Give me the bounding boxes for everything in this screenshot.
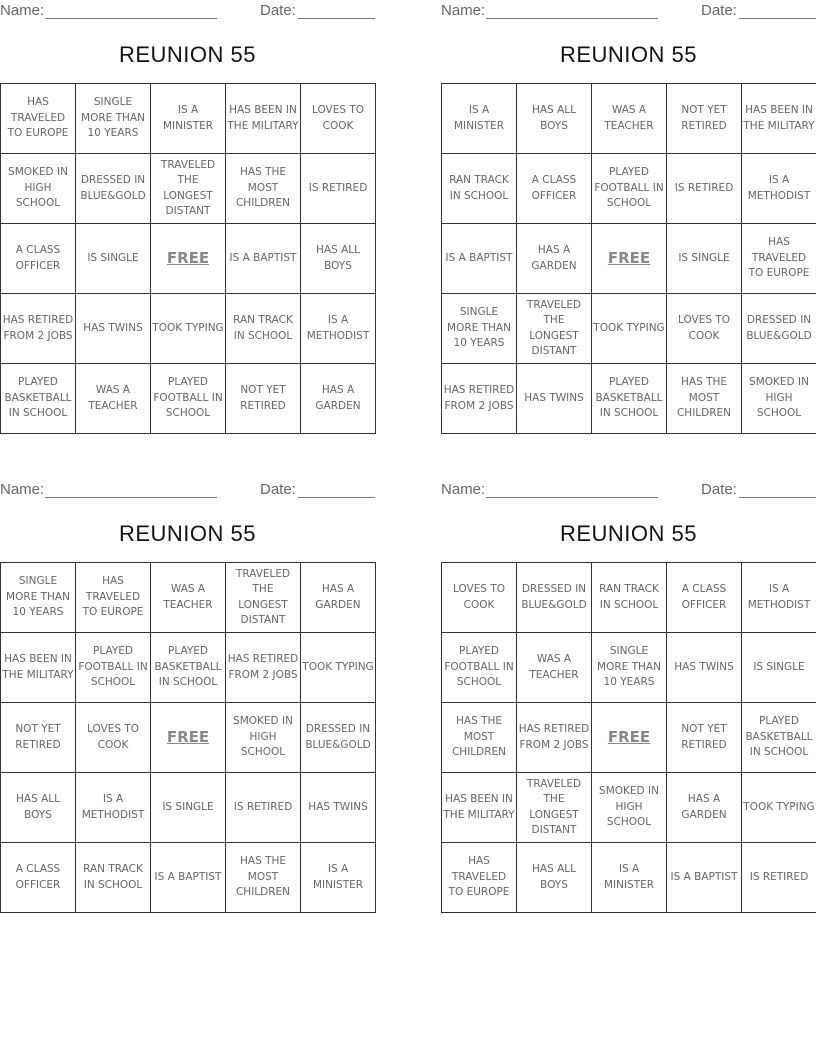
bingo-square[interactable]: TRAVELED THE LONGEST DISTANT — [517, 773, 592, 843]
bingo-square[interactable]: TOOK TYPING — [301, 633, 376, 703]
bingo-square[interactable]: IS RETIRED — [742, 843, 816, 913]
bingo-square[interactable]: SINGLE MORE THAN 10 YEARS — [76, 84, 151, 154]
bingo-square[interactable]: IS A BAPTIST — [442, 224, 517, 294]
bingo-square[interactable]: WAS A TEACHER — [151, 563, 226, 633]
bingo-square[interactable]: HAS A GARDEN — [301, 563, 376, 633]
bingo-square[interactable]: IS A BAPTIST — [226, 224, 301, 294]
bingo-square[interactable]: HAS THE MOST CHILDREN — [667, 364, 742, 434]
bingo-square[interactable]: RAN TRACK IN SCHOOL — [592, 563, 667, 633]
bingo-square[interactable]: HAS BEEN IN THE MILITARY — [442, 773, 517, 843]
bingo-square[interactable]: HAS TWINS — [301, 773, 376, 843]
bingo-row — [442, 364, 816, 434]
date-label: Date: — [701, 481, 737, 498]
bingo-row — [442, 224, 816, 294]
bingo-square[interactable]: HAS THE MOST CHILDREN — [226, 154, 301, 224]
bingo-square[interactable]: PLAYED BASKETBALL IN SCHOOL — [151, 633, 226, 703]
bingo-square[interactable]: IS A MINISTER — [151, 84, 226, 154]
date-blank-line[interactable] — [739, 18, 816, 19]
bingo-square[interactable]: IS SINGLE — [742, 633, 816, 703]
bingo-square[interactable]: LOVES TO COOK — [76, 703, 151, 773]
bingo-square[interactable]: TRAVELED THE LONGEST DISTANT — [151, 154, 226, 224]
bingo-square[interactable]: HAS ALL BOYS — [1, 773, 76, 843]
bingo-square[interactable]: SINGLE MORE THAN 10 YEARS — [1, 563, 76, 633]
bingo-square[interactable]: PLAYED FOOTBALL IN SCHOOL — [592, 154, 667, 224]
bingo-square[interactable]: IS SINGLE — [667, 224, 742, 294]
bingo-square[interactable]: RAN TRACK IN SCHOOL — [226, 294, 301, 364]
bingo-square[interactable]: NOT YET RETIRED — [1, 703, 76, 773]
bingo-row — [1, 563, 376, 633]
card-title: REUNION 55 — [118, 521, 257, 546]
bingo-square[interactable]: DRESSED IN BLUE&GOLD — [517, 563, 592, 633]
bingo-square[interactable]: IS A METHODIST — [742, 563, 816, 633]
bingo-card-4 — [441, 479, 816, 899]
bingo-square[interactable]: IS A MINISTER — [301, 843, 376, 913]
bingo-square[interactable]: HAS TRAVELED TO EUROPE — [742, 224, 816, 294]
bingo-square[interactable]: TOOK TYPING — [151, 294, 226, 364]
bingo-row — [442, 703, 816, 773]
bingo-square[interactable]: HAS RETIRED FROM 2 JOBS — [226, 633, 301, 703]
bingo-square[interactable]: HAS RETIRED FROM 2 JOBS — [442, 364, 517, 434]
date-label: Date: — [701, 2, 737, 19]
bingo-square[interactable]: SMOKED IN HIGH SCHOOL — [592, 773, 667, 843]
bingo-square[interactable]: HAS TRAVELED TO EUROPE — [442, 843, 517, 913]
bingo-square[interactable]: SINGLE MORE THAN 10 YEARS — [442, 294, 517, 364]
bingo-square[interactable]: HAS BEEN IN THE MILITARY — [226, 84, 301, 154]
bingo-square[interactable]: HAS A GARDEN — [301, 364, 376, 434]
bingo-square[interactable]: DRESSED IN BLUE&GOLD — [742, 294, 816, 364]
bingo-square[interactable]: A CLASS OFFICER — [667, 563, 742, 633]
bingo-square[interactable]: IS RETIRED — [667, 154, 742, 224]
bingo-square[interactable]: HAS BEEN IN THE MILITARY — [1, 633, 76, 703]
bingo-square[interactable]: IS SINGLE — [151, 773, 226, 843]
bingo-square[interactable]: WAS A TEACHER — [592, 84, 667, 154]
bingo-grid — [0, 562, 376, 913]
bingo-square[interactable]: IS A METHODIST — [76, 773, 151, 843]
bingo-square[interactable]: HAS THE MOST CHILDREN — [226, 843, 301, 913]
bingo-square[interactable]: IS A METHODIST — [301, 294, 376, 364]
bingo-grid — [441, 562, 816, 913]
bingo-square[interactable]: HAS A GARDEN — [517, 224, 592, 294]
bingo-square[interactable]: HAS A GARDEN — [667, 773, 742, 843]
bingo-row — [1, 633, 376, 703]
bingo-row — [442, 773, 816, 843]
bingo-row — [1, 773, 376, 843]
bingo-square[interactable]: IS SINGLE — [76, 224, 151, 294]
bingo-square[interactable]: TRAVELED THE LONGEST DISTANT — [226, 563, 301, 633]
card-header — [441, 0, 816, 22]
free-space[interactable]: FREE — [151, 703, 226, 773]
date-blank-line[interactable] — [739, 497, 816, 498]
card-header — [0, 0, 375, 22]
bingo-row — [442, 154, 816, 224]
name-blank-line[interactable] — [486, 18, 658, 19]
bingo-square[interactable]: RAN TRACK IN SCHOOL — [442, 154, 517, 224]
bingo-square[interactable]: SINGLE MORE THAN 10 YEARS — [592, 633, 667, 703]
bingo-square[interactable]: PLAYED BASKETBALL IN SCHOOL — [742, 703, 816, 773]
name-blank-line[interactable] — [45, 497, 217, 498]
name-label: Name: — [0, 481, 45, 498]
bingo-row — [1, 364, 376, 434]
bingo-row — [442, 633, 816, 703]
bingo-square[interactable]: SMOKED IN HIGH SCHOOL — [742, 364, 816, 434]
bingo-square[interactable]: IS RETIRED — [226, 773, 301, 843]
name-label: Name: — [441, 2, 486, 19]
free-space[interactable]: FREE — [592, 703, 667, 773]
bingo-square[interactable]: PLAYED BASKETBALL IN SCHOOL — [592, 364, 667, 434]
bingo-row — [1, 703, 376, 773]
bingo-row — [1, 843, 376, 913]
date-blank-line[interactable] — [298, 18, 375, 19]
date-blank-line[interactable] — [298, 497, 375, 498]
bingo-row — [1, 154, 376, 224]
bingo-square[interactable]: HAS RETIRED FROM 2 JOBS — [1, 294, 76, 364]
bingo-square[interactable]: HAS ALL BOYS — [517, 843, 592, 913]
bingo-square[interactable]: LOVES TO COOK — [667, 294, 742, 364]
bingo-square[interactable]: HAS TWINS — [517, 364, 592, 434]
name-label: Name: — [0, 2, 45, 19]
bingo-square[interactable]: TRAVELED THE LONGEST DISTANT — [517, 294, 592, 364]
bingo-square[interactable]: TOOK TYPING — [742, 773, 816, 843]
bingo-square[interactable]: RAN TRACK IN SCHOOL — [76, 843, 151, 913]
name-blank-line[interactable] — [486, 497, 658, 498]
bingo-square[interactable]: SMOKED IN HIGH SCHOOL — [1, 154, 76, 224]
bingo-row — [1, 294, 376, 364]
bingo-square[interactable]: A CLASS OFFICER — [1, 843, 76, 913]
bingo-square[interactable]: HAS ALL BOYS — [301, 224, 376, 294]
bingo-square[interactable]: WAS A TEACHER — [76, 364, 151, 434]
card-header — [441, 479, 816, 501]
bingo-row — [442, 294, 816, 364]
bingo-card-2 — [441, 0, 816, 420]
free-space[interactable]: FREE — [151, 224, 226, 294]
bingo-square[interactable]: HAS TRAVELED TO EUROPE — [76, 563, 151, 633]
name-label: Name: — [441, 481, 486, 498]
bingo-square[interactable]: HAS RETIRED FROM 2 JOBS — [517, 703, 592, 773]
bingo-square[interactable]: PLAYED FOOTBALL IN SCHOOL — [442, 633, 517, 703]
free-space[interactable]: FREE — [592, 224, 667, 294]
bingo-square[interactable]: IS RETIRED — [301, 154, 376, 224]
date-label: Date: — [260, 481, 296, 498]
bingo-square[interactable]: LOVES TO COOK — [301, 84, 376, 154]
bingo-square[interactable]: IS A BAPTIST — [151, 843, 226, 913]
bingo-grid — [441, 83, 816, 434]
bingo-square[interactable]: IS A METHODIST — [742, 154, 816, 224]
bingo-square[interactable]: TOOK TYPING — [592, 294, 667, 364]
bingo-grid — [0, 83, 376, 434]
bingo-square[interactable]: NOT YET RETIRED — [667, 703, 742, 773]
name-blank-line[interactable] — [45, 18, 217, 19]
card-header — [0, 479, 375, 501]
bingo-square[interactable]: NOT YET RETIRED — [226, 364, 301, 434]
bingo-card-1 — [0, 0, 375, 420]
bingo-square[interactable]: NOT YET RETIRED — [667, 84, 742, 154]
bingo-square[interactable]: LOVES TO COOK — [442, 563, 517, 633]
bingo-row — [1, 84, 376, 154]
bingo-square[interactable]: DRESSED IN BLUE&GOLD — [301, 703, 376, 773]
bingo-square[interactable]: HAS TWINS — [667, 633, 742, 703]
bingo-row — [442, 563, 816, 633]
bingo-square[interactable]: HAS BEEN IN THE MILITARY — [742, 84, 816, 154]
bingo-row — [442, 843, 816, 913]
bingo-square[interactable]: HAS TRAVELED TO EUROPE — [1, 84, 76, 154]
bingo-square[interactable]: HAS TWINS — [76, 294, 151, 364]
bingo-square[interactable]: HAS THE MOST CHILDREN — [442, 703, 517, 773]
bingo-square[interactable]: WAS A TEACHER — [517, 633, 592, 703]
bingo-square[interactable]: PLAYED BASKETBALL IN SCHOOL — [1, 364, 76, 434]
card-title: REUNION 55 — [559, 521, 698, 546]
date-label: Date: — [260, 2, 296, 19]
bingo-square[interactable]: A CLASS OFFICER — [517, 154, 592, 224]
bingo-square[interactable]: IS A MINISTER — [592, 843, 667, 913]
bingo-row — [1, 224, 376, 294]
bingo-square[interactable]: IS A MINISTER — [442, 84, 517, 154]
bingo-row — [442, 84, 816, 154]
bingo-square[interactable]: HAS ALL BOYS — [517, 84, 592, 154]
bingo-square[interactable]: PLAYED FOOTBALL IN SCHOOL — [76, 633, 151, 703]
card-title: REUNION 55 — [559, 42, 698, 67]
card-title: REUNION 55 — [118, 42, 257, 67]
bingo-square[interactable]: A CLASS OFFICER — [1, 224, 76, 294]
bingo-square[interactable]: DRESSED IN BLUE&GOLD — [76, 154, 151, 224]
bingo-square[interactable]: PLAYED FOOTBALL IN SCHOOL — [151, 364, 226, 434]
bingo-square[interactable]: SMOKED IN HIGH SCHOOL — [226, 703, 301, 773]
bingo-square[interactable]: IS A BAPTIST — [667, 843, 742, 913]
bingo-card-3 — [0, 479, 375, 899]
